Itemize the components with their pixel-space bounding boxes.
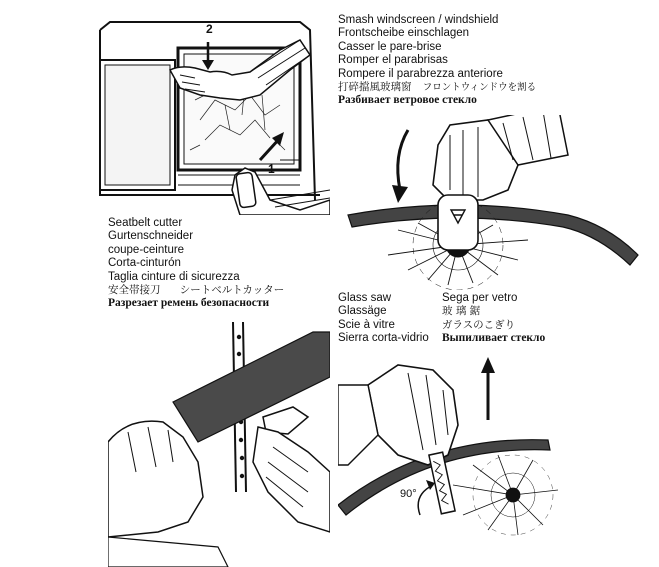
- windscreen-line-it: Rompere il parabrezza anteriore: [338, 67, 503, 80]
- glass-saw-panel: [338, 345, 659, 567]
- windscreen-text: [338, 14, 536, 108]
- glass-saw-line-ru: Выпиливает стекло: [442, 332, 546, 345]
- seatbelt-line-en: Seatbelt cutter: [108, 217, 183, 229]
- seatbelt-line-zh: 安全帯接刀: [108, 284, 161, 297]
- glass-saw-text-right: [442, 292, 545, 346]
- saw-angle-label: 90°: [400, 488, 417, 500]
- glass-saw-line-it: Sega per vetro: [442, 292, 518, 304]
- step-two-label: 2: [206, 22, 213, 36]
- glass-saw-line-ja: ガラスのこぎり: [442, 318, 516, 331]
- seatbelt-line-ru: Разрезает ремень безопасности: [108, 297, 270, 310]
- windscreen-smash-illustration: [338, 115, 659, 290]
- seatbelt-line-ja: シートベルトカッター: [179, 284, 285, 297]
- step-one-label: 1: [268, 162, 275, 176]
- seatbelt-line-es: Corta-cinturón: [108, 257, 181, 270]
- windscreen-asian-row: [338, 81, 536, 94]
- glass-saw-line-de: Glassäge: [338, 305, 387, 318]
- glass-saw-line-fr: Scie à vitre: [338, 318, 395, 331]
- seatbelt-line-it: Taglia cinture di sicurezza: [108, 270, 240, 283]
- windscreen-line-ja: フロントウィンドウを割る: [422, 82, 537, 94]
- glass-saw-illustration: [338, 345, 659, 567]
- glass-saw-line-en: Glass saw: [338, 292, 392, 304]
- seatbelt-cut-illustration: [108, 322, 330, 567]
- windscreen-line-de: Frontscheibe einschlagen: [338, 27, 470, 40]
- glass-saw-line-zh: 玻 璃 鋸: [442, 305, 481, 318]
- glass-saw-line-es: Sierra corta-vidrio: [338, 332, 429, 345]
- seatbelt-line-fr: coupe-ceinture: [108, 243, 185, 256]
- windscreen-line-zh: 打碎擋風玻璃窗: [338, 81, 412, 94]
- windscreen-line-es: Romper el parabrisas: [338, 54, 448, 67]
- car-window-illustration: [0, 0, 330, 215]
- glass-saw-text-left: [338, 292, 429, 346]
- windscreen-smash-panel: [338, 115, 659, 290]
- seatbelt-cut-panel: [108, 322, 330, 567]
- car-window-panel: [0, 0, 330, 215]
- windscreen-line-fr: Casser le pare-brise: [338, 40, 442, 53]
- seatbelt-asian-row: [108, 284, 284, 297]
- windscreen-line-ru: Разбивает ветровое стекло: [338, 94, 477, 107]
- windscreen-line-en: Smash windscreen / windshield: [338, 14, 499, 26]
- seatbelt-line-de: Gurtenschneider: [108, 230, 194, 243]
- seatbelt-cutter-text: [108, 217, 284, 311]
